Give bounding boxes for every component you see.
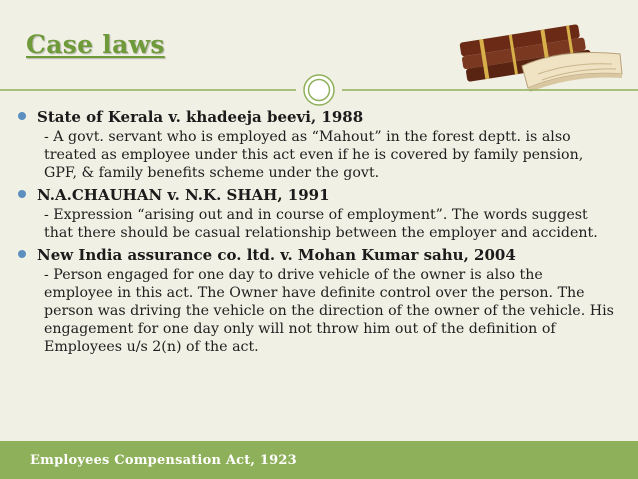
bullet-icon (18, 112, 26, 120)
case-description: - Expression “arising out and in course of employment”. The words suggest that there should be casual relationship between the employer and accident. (44, 207, 598, 241)
list-item (16, 186, 626, 242)
case-list (16, 108, 626, 360)
bullet-icon (18, 190, 26, 198)
footer-text: Employees Compensation Act, 1923 (30, 453, 297, 468)
case-description: - Person engaged for one day to drive vehicle of the owner is also the employee in this act. The Owner have definite control over the person. The person was driving the vehicle on the direction of the owner of the vehicle. His engagement for one day only will not throw him out of the definition of Employees u/s 2(n) of the act. (44, 267, 614, 355)
footer-bar (0, 441, 638, 479)
case-description: - A govt. servant who is employed as “Mahout” in the forest deptt. is also treated as employee under this act even if he is covered by family pension, GPF, & family benefits scheme under the govt. (44, 129, 584, 181)
case-title: N.A.CHAUHAN v. N.K. SHAH, 1991 (37, 186, 330, 204)
bullet-icon (18, 250, 26, 258)
list-item (16, 246, 626, 356)
case-title: New India assurance co. ltd. v. Mohan Kumar sahu, 2004 (37, 246, 516, 264)
circle-ornament-icon (0, 73, 638, 107)
list-item (16, 108, 626, 182)
case-title: State of Kerala v. khadeeja beevi, 1988 (37, 108, 364, 126)
slide-title: Case laws (26, 30, 165, 59)
